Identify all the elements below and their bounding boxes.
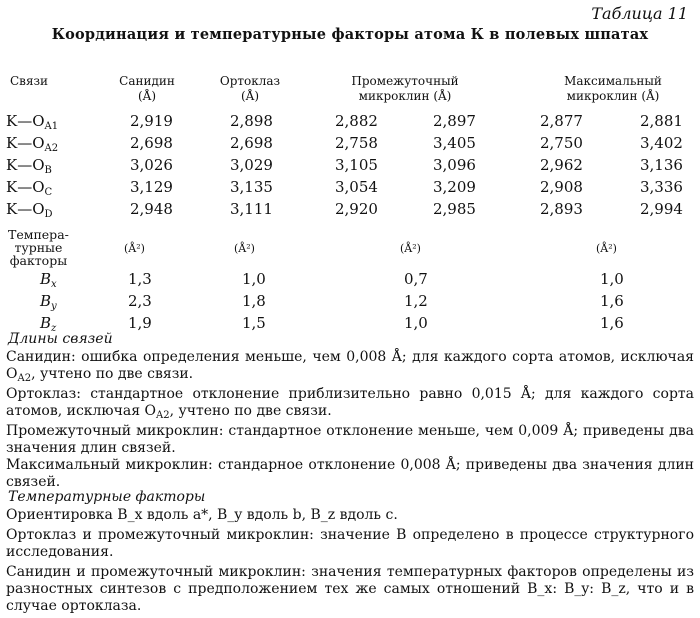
bond-value: 3,405 bbox=[433, 134, 476, 152]
bond-value: 3,105 bbox=[335, 156, 378, 174]
bond-label: $K—O_C$ bbox=[6, 178, 53, 198]
orthoclase-note: Ортоклаз: стандартное отклонение приблизительно равно 0,015 Å; для каждого сорта атомов, исключая $O_{A2}$, учтено по две связи. bbox=[6, 386, 694, 421]
header-sanidine: Санидин (Å) bbox=[119, 74, 175, 103]
temperature-value: 1,3 bbox=[128, 270, 152, 288]
bond-lengths-heading: Длины связей bbox=[8, 331, 113, 347]
bond-value: 3,135 bbox=[230, 178, 273, 196]
unit-sanidine: (Å²) bbox=[124, 242, 145, 255]
temperature-value: 1,9 bbox=[128, 314, 152, 332]
bond-label: $K—O_B$ bbox=[6, 156, 52, 176]
temperature-value: 1,0 bbox=[600, 270, 624, 288]
bond-value: 2,948 bbox=[130, 200, 173, 218]
temperature-factors-heading: Температурные факторы bbox=[8, 489, 206, 505]
bond-value: 3,136 bbox=[640, 156, 683, 174]
temperature-symbol: $B_z$ bbox=[40, 314, 57, 334]
bond-value: 3,054 bbox=[335, 178, 378, 196]
temperature-value: 1,8 bbox=[242, 292, 266, 310]
bond-value: 2,882 bbox=[335, 112, 378, 130]
header-maximal-microcline: Максимальный микроклин (Å) bbox=[564, 74, 662, 103]
bond-value: 2,698 bbox=[130, 134, 173, 152]
temperature-value: 1,2 bbox=[404, 292, 428, 310]
orthoclase-intermediate-note: Ортоклаз и промежуточный микроклин: значение B определено в процессе структурного исследования. bbox=[6, 527, 694, 560]
orientation-note: Ориентировка B_x вдоль a*, B_y вдоль b, B_z вдоль c. bbox=[6, 507, 398, 523]
table-title: Координация и температурные факторы атома К в полевых шпатах bbox=[51, 26, 649, 43]
bond-value: 2,698 bbox=[230, 134, 273, 152]
unit-intermediate: (Å²) bbox=[400, 242, 421, 255]
bond-value: 2,898 bbox=[230, 112, 273, 130]
bond-value: 2,962 bbox=[540, 156, 583, 174]
unit-orthoclase: (Å²) bbox=[234, 242, 255, 255]
bond-value: 2,994 bbox=[640, 200, 683, 218]
temperature-factors-label: Темпера- турные факторы bbox=[8, 227, 69, 268]
bond-value: 3,111 bbox=[230, 200, 273, 218]
header-orthoclase: Ортоклаз (Å) bbox=[219, 74, 281, 103]
bond-label: $K—O_D$ bbox=[6, 200, 53, 220]
bond-value: 3,336 bbox=[640, 178, 683, 196]
bond-value: 3,209 bbox=[433, 178, 476, 196]
bond-value: 3,402 bbox=[640, 134, 683, 152]
temperature-symbol: $B_x$ bbox=[40, 270, 57, 290]
bond-value: 2,985 bbox=[433, 200, 476, 218]
bond-value: 3,129 bbox=[130, 178, 173, 196]
bond-value: 2,919 bbox=[130, 112, 173, 130]
bond-label: $K—O_{A2}$ bbox=[6, 134, 59, 154]
bond-value: 3,096 bbox=[433, 156, 476, 174]
temperature-value: 1,6 bbox=[600, 314, 624, 332]
bond-value: 3,029 bbox=[230, 156, 273, 174]
sanidine-note: Санидин: ошибка определения меньше, чем 0,008 Å; для каждого сорта атомов, исключая $O_{A2}$, учтено по две связи. bbox=[6, 349, 694, 384]
bond-value: 2,908 bbox=[540, 178, 583, 196]
intermediate-note: Промежуточный микроклин: стандартное отклонение меньше, чем 0,009 Å; приведены два значения длин связей. bbox=[6, 423, 694, 456]
temperature-value: 0,7 bbox=[404, 270, 428, 288]
maximal-note: Максимальный микроклин: стандарное отклонение 0,008 Å; приведены два значения длин связей. bbox=[6, 457, 694, 490]
bond-value: 3,026 bbox=[130, 156, 173, 174]
temperature-symbol: $B_y$ bbox=[40, 292, 57, 312]
sanidine-maximal-note: Санидин и промежуточный микроклин: значения температурных факторов определены из разностных синтезов с предположением тех же самых отношений B_x: B_y: B_z, что и в случае ортоклаза. bbox=[6, 564, 694, 614]
header-bonds: Связи bbox=[10, 74, 49, 88]
temperature-value: 1,6 bbox=[600, 292, 624, 310]
unit-maximal: (Å²) bbox=[596, 242, 617, 255]
bond-value: 2,881 bbox=[640, 112, 683, 130]
temperature-value: 1,0 bbox=[404, 314, 428, 332]
bond-value: 2,893 bbox=[540, 200, 583, 218]
temperature-value: 2,3 bbox=[128, 292, 152, 310]
bond-value: 2,758 bbox=[335, 134, 378, 152]
temperature-value: 1,5 bbox=[242, 314, 266, 332]
bond-label: $K—O_{A1}$ bbox=[6, 112, 59, 132]
bond-value: 2,750 bbox=[540, 134, 583, 152]
header-intermediate-microcline: Промежуточный микроклин (Å) bbox=[351, 74, 459, 103]
table-number: Таблица 11 bbox=[591, 4, 688, 23]
bond-value: 2,897 bbox=[433, 112, 476, 130]
temperature-value: 1,0 bbox=[242, 270, 266, 288]
bond-value: 2,920 bbox=[335, 200, 378, 218]
bond-value: 2,877 bbox=[540, 112, 583, 130]
